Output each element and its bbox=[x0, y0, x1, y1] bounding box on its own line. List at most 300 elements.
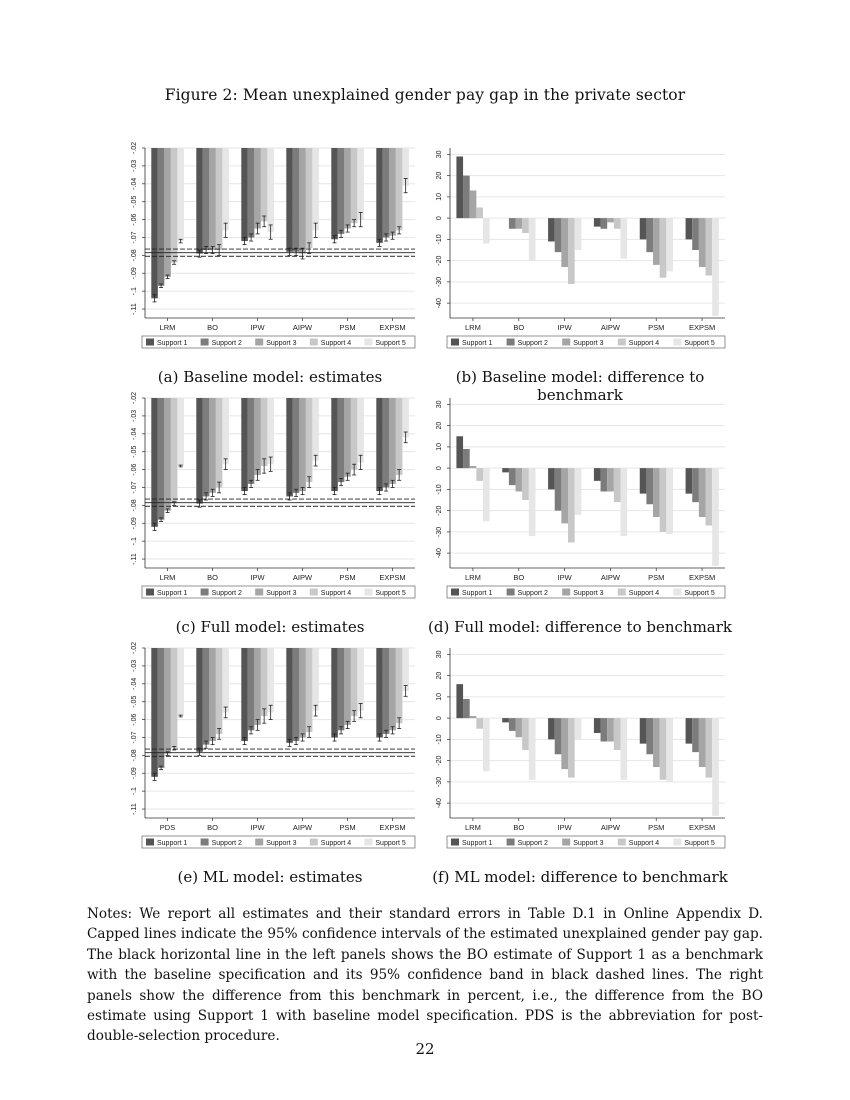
caption-c: (c) Full model: estimates bbox=[175, 618, 365, 636]
y-tick-label: -.03 bbox=[131, 159, 138, 172]
bar-aipw-s2 bbox=[293, 648, 300, 741]
bar-psm-s1 bbox=[331, 148, 338, 239]
y-tick-label: -30 bbox=[436, 526, 443, 537]
caption-a: (a) Baseline model: estimates bbox=[157, 368, 383, 386]
bar-bo-s2 bbox=[203, 648, 210, 745]
bar-aipw-s2 bbox=[293, 148, 300, 252]
bar-ipw-s3 bbox=[254, 398, 261, 475]
bar-bo-s5 bbox=[222, 398, 229, 464]
bar-aipw-s3 bbox=[607, 218, 614, 222]
bar-bo-s3 bbox=[209, 148, 216, 250]
bar-psm-s3 bbox=[653, 218, 660, 265]
x-category-label: PSM bbox=[648, 823, 665, 832]
bar-aipw-s2 bbox=[601, 718, 608, 741]
x-category-label: BO bbox=[207, 573, 218, 582]
bar-ipw-s4 bbox=[568, 218, 575, 284]
bar-expsm-s4 bbox=[396, 148, 403, 230]
bar-psm-s1 bbox=[640, 468, 647, 494]
bar-lrm-s4 bbox=[171, 398, 178, 504]
bar-bo-s4 bbox=[216, 148, 223, 250]
bar-expsm-s5 bbox=[402, 398, 409, 437]
y-tick-label: -.05 bbox=[131, 195, 138, 208]
chart-panel-d bbox=[425, 390, 730, 605]
bar-bo-s4 bbox=[522, 468, 529, 500]
bar-psm-s4 bbox=[351, 148, 358, 223]
bar-lrm-s2 bbox=[463, 176, 470, 219]
y-tick-label: 0 bbox=[436, 716, 443, 721]
legend-swatch bbox=[201, 839, 209, 846]
bar-bo-s3 bbox=[516, 468, 523, 491]
y-tick-label: -.05 bbox=[131, 445, 138, 458]
bar-lrm-s3 bbox=[470, 466, 477, 468]
bar-bo-s4 bbox=[522, 218, 529, 233]
bar-ipw-s5 bbox=[267, 398, 274, 464]
y-tick-label: -.07 bbox=[131, 231, 138, 244]
legend-swatch bbox=[451, 839, 459, 846]
bar-aipw-s1 bbox=[286, 148, 293, 252]
bar-psm-s5 bbox=[357, 648, 364, 711]
legend-label: Support 1 bbox=[157, 840, 188, 847]
bar-aipw-s2 bbox=[601, 218, 608, 229]
x-category-label: PSM bbox=[339, 573, 356, 582]
bar-aipw-s5 bbox=[621, 718, 628, 780]
bar-psm-s4 bbox=[660, 718, 667, 780]
bar-ipw-s2 bbox=[248, 148, 255, 237]
bar-aipw-s5 bbox=[621, 468, 628, 536]
y-tick-label: -10 bbox=[436, 734, 443, 745]
bar-lrm-s3 bbox=[164, 398, 171, 511]
x-category-label: EXPSM bbox=[688, 323, 716, 332]
y-tick-label: -.03 bbox=[131, 659, 138, 672]
bar-bo-s4 bbox=[216, 398, 223, 487]
bar-ipw-s3 bbox=[561, 468, 568, 523]
bar-ipw-s3 bbox=[254, 648, 261, 725]
y-tick-label: -.04 bbox=[131, 677, 138, 690]
y-tick-label: -.11 bbox=[131, 303, 138, 315]
legend-swatch bbox=[255, 839, 263, 846]
bar-ipw-s4 bbox=[568, 468, 575, 542]
bar-lrm-s4 bbox=[476, 718, 483, 729]
legend-swatch bbox=[146, 839, 154, 846]
bar-psm-s3 bbox=[344, 148, 351, 229]
legend-swatch bbox=[507, 339, 515, 346]
y-tick-label: -20 bbox=[436, 505, 443, 516]
bar-expsm-s3 bbox=[699, 218, 706, 267]
x-category-label: EXPSM bbox=[688, 823, 716, 832]
legend-swatch bbox=[673, 589, 681, 596]
bar-aipw-s1 bbox=[286, 398, 293, 496]
legend-label: Support 5 bbox=[375, 840, 406, 847]
y-tick-label: -.04 bbox=[131, 427, 138, 440]
bar-psm-s2 bbox=[646, 718, 653, 754]
legend-label: Support 1 bbox=[462, 340, 493, 347]
legend-swatch bbox=[310, 839, 318, 846]
bar-psm-s3 bbox=[653, 718, 660, 767]
legend-label: Support 5 bbox=[684, 340, 715, 347]
bar-ipw-s2 bbox=[248, 648, 255, 730]
x-category-label: IPW bbox=[250, 823, 265, 832]
legend-swatch bbox=[451, 589, 459, 596]
y-tick-label: -.09 bbox=[131, 267, 138, 280]
legend-swatch bbox=[507, 589, 515, 596]
bar-aipw-s4 bbox=[306, 398, 313, 482]
legend-swatch bbox=[310, 339, 318, 346]
bar-aipw-s4 bbox=[306, 148, 313, 248]
bar-psm-s2 bbox=[646, 218, 653, 252]
bar-expsm-s2 bbox=[692, 468, 699, 502]
bar-lrm-s5 bbox=[483, 218, 490, 244]
bar-pds-s2 bbox=[158, 648, 165, 768]
bar-bo-s1 bbox=[196, 148, 203, 254]
bar-aipw-s2 bbox=[293, 398, 300, 493]
x-category-label: AIPW bbox=[600, 823, 621, 832]
bar-ipw-s2 bbox=[248, 398, 255, 484]
bar-ipw-s1 bbox=[548, 718, 555, 739]
bar-expsm-s3 bbox=[699, 468, 706, 517]
legend-swatch bbox=[618, 339, 626, 346]
x-category-label: EXPSM bbox=[379, 573, 406, 582]
legend-label: Support 2 bbox=[517, 840, 548, 847]
y-tick-label: -40 bbox=[436, 548, 443, 559]
bar-expsm-s3 bbox=[699, 718, 706, 767]
bar-aipw-s5 bbox=[621, 218, 628, 258]
bar-aipw-s4 bbox=[614, 718, 621, 750]
y-tick-label: -.09 bbox=[131, 517, 138, 530]
legend-label: Support 3 bbox=[573, 340, 604, 347]
bar-aipw-s5 bbox=[312, 648, 319, 711]
bar-aipw-s5 bbox=[312, 398, 319, 461]
bar-lrm-s3 bbox=[470, 716, 477, 718]
bar-expsm-s2 bbox=[383, 398, 390, 487]
bar-lrm-s4 bbox=[476, 468, 483, 481]
bar-lrm-s1 bbox=[456, 157, 463, 219]
bar-ipw-s1 bbox=[548, 468, 555, 489]
bar-expsm-s3 bbox=[389, 398, 396, 484]
y-tick-label: 0 bbox=[436, 216, 443, 221]
chart-panel-a bbox=[120, 140, 420, 355]
legend-label: Support 4 bbox=[320, 590, 352, 597]
bar-bo-s2 bbox=[203, 148, 210, 250]
bar-bo-s3 bbox=[209, 648, 216, 741]
bar-pds-s5 bbox=[177, 648, 184, 716]
y-tick-label: -30 bbox=[436, 776, 443, 787]
bar-expsm-s5 bbox=[402, 648, 409, 691]
y-tick-label: 20 bbox=[436, 421, 443, 430]
bar-lrm-s2 bbox=[158, 148, 165, 286]
legend-swatch bbox=[562, 839, 570, 846]
bar-psm-s3 bbox=[344, 648, 351, 725]
bar-psm-s5 bbox=[357, 398, 364, 462]
bar-psm-s2 bbox=[338, 648, 345, 730]
bar-expsm-s1 bbox=[376, 648, 383, 737]
x-category-label: LRM bbox=[159, 323, 176, 332]
bar-aipw-s1 bbox=[286, 648, 293, 743]
bar-lrm-s5 bbox=[483, 468, 490, 521]
x-category-label: PDS bbox=[159, 823, 176, 832]
legend-swatch bbox=[146, 339, 154, 346]
legend-swatch bbox=[507, 839, 515, 846]
y-tick-label: -30 bbox=[436, 276, 443, 287]
bar-lrm-s5 bbox=[177, 398, 184, 466]
x-category-label: IPW bbox=[557, 573, 572, 582]
y-tick-label: 10 bbox=[436, 692, 443, 701]
bar-ipw-s1 bbox=[241, 648, 248, 741]
y-tick-label: 0 bbox=[436, 466, 443, 471]
y-tick-label: -.05 bbox=[131, 695, 138, 708]
bar-bo-s2 bbox=[203, 398, 210, 496]
x-category-label: BO bbox=[513, 823, 525, 832]
y-tick-label: -.04 bbox=[131, 177, 138, 190]
y-tick-label: -.1 bbox=[131, 787, 138, 796]
x-category-label: LRM bbox=[464, 823, 481, 832]
bar-ipw-s5 bbox=[267, 648, 274, 712]
bar-expsm-s4 bbox=[396, 648, 403, 723]
bar-psm-s4 bbox=[351, 648, 358, 716]
bar-lrm-s3 bbox=[164, 148, 171, 277]
caption-d: (d) Full model: difference to benchmark bbox=[428, 618, 732, 636]
bar-expsm-s3 bbox=[389, 148, 396, 236]
bar-ipw-s2 bbox=[555, 718, 562, 754]
y-tick-label: -.02 bbox=[131, 141, 138, 155]
bar-expsm-s5 bbox=[712, 718, 719, 816]
bar-aipw-s1 bbox=[594, 468, 601, 481]
bar-expsm-s2 bbox=[383, 148, 390, 237]
bar-bo-s4 bbox=[522, 718, 529, 750]
y-tick-label: -.11 bbox=[131, 803, 138, 815]
legend-label: Support 2 bbox=[517, 590, 548, 597]
x-category-label: IPW bbox=[250, 323, 265, 332]
chart-panel-b bbox=[425, 140, 730, 355]
x-category-label: BO bbox=[207, 323, 218, 332]
bar-bo-s3 bbox=[516, 218, 523, 229]
legend-label: Support 3 bbox=[266, 340, 297, 347]
bar-ipw-s4 bbox=[261, 648, 268, 716]
legend-swatch bbox=[255, 589, 263, 596]
y-tick-label: 20 bbox=[436, 671, 443, 680]
legend-swatch bbox=[562, 589, 570, 596]
bar-expsm-s1 bbox=[376, 398, 383, 491]
legend-label: Support 2 bbox=[211, 840, 242, 847]
legend-swatch bbox=[618, 589, 626, 596]
bar-ipw-s3 bbox=[561, 718, 568, 769]
x-category-label: EXPSM bbox=[379, 323, 406, 332]
figure-notes: Notes: We report all estimates and their standard errors in Table D.1 in Online Appendix D. Capped lines indicate the 95% confidence intervals of the estimated unexplained gender pay gap. The black horizontal line in the left panels shows the BO estimate of Support 1 as a benchmark with the baseline specification and its 95% confidence band in black dashed lines. The right panels show the difference from this benchmark in percent, i.e., the difference from the BO estimate using Support 1 with baseline model specification. PDS is the abbreviation for post-double-selection procedure. bbox=[87, 906, 763, 1045]
bar-aipw-s3 bbox=[299, 148, 306, 254]
bar-ipw-s2 bbox=[555, 468, 562, 511]
bar-bo-s2 bbox=[509, 718, 516, 731]
legend-swatch bbox=[364, 839, 372, 846]
caption-e: (e) ML model: estimates bbox=[177, 868, 363, 886]
bar-psm-s5 bbox=[666, 468, 673, 534]
x-category-label: LRM bbox=[464, 323, 481, 332]
legend-swatch bbox=[255, 339, 263, 346]
legend-swatch bbox=[618, 839, 626, 846]
y-tick-label: -.06 bbox=[131, 713, 138, 726]
legend-swatch bbox=[673, 339, 681, 346]
bar-aipw-s3 bbox=[607, 718, 614, 741]
legend-label: Support 4 bbox=[320, 840, 352, 847]
bar-ipw-s3 bbox=[561, 218, 568, 267]
bar-aipw-s3 bbox=[607, 468, 614, 491]
y-tick-label: -20 bbox=[436, 755, 443, 766]
bar-bo-s3 bbox=[516, 718, 523, 737]
legend-label: Support 4 bbox=[628, 840, 660, 847]
bar-lrm-s1 bbox=[456, 684, 463, 718]
legend-label: Support 3 bbox=[266, 590, 297, 597]
y-tick-label: 10 bbox=[436, 192, 443, 201]
legend-label: Support 4 bbox=[320, 340, 352, 347]
bar-expsm-s4 bbox=[706, 468, 713, 525]
bar-lrm-s1 bbox=[151, 398, 158, 527]
bar-expsm-s2 bbox=[692, 218, 699, 250]
bar-psm-s5 bbox=[666, 218, 673, 271]
bar-bo-s5 bbox=[529, 718, 536, 780]
bar-bo-s2 bbox=[509, 218, 516, 229]
x-category-label: IPW bbox=[557, 323, 572, 332]
x-category-label: IPW bbox=[557, 823, 572, 832]
bar-bo-s4 bbox=[216, 648, 223, 734]
bar-psm-s2 bbox=[338, 148, 345, 234]
x-category-label: BO bbox=[513, 573, 525, 582]
bar-lrm-s2 bbox=[158, 398, 165, 520]
figure-title: Figure 2: Mean unexplained gender pay gap in the private sector bbox=[164, 86, 686, 104]
bar-bo-s1 bbox=[196, 398, 203, 504]
bar-aipw-s1 bbox=[594, 718, 601, 733]
x-category-label: EXPSM bbox=[379, 823, 406, 832]
chart-panel-f bbox=[425, 640, 730, 855]
legend-label: Support 5 bbox=[375, 590, 406, 597]
bar-expsm-s1 bbox=[376, 148, 383, 243]
y-tick-label: -.06 bbox=[131, 213, 138, 226]
y-tick-label: -.08 bbox=[131, 749, 138, 762]
x-category-label: IPW bbox=[250, 573, 265, 582]
bar-bo-s1 bbox=[502, 718, 509, 722]
bar-expsm-s3 bbox=[389, 648, 396, 730]
bar-expsm-s2 bbox=[692, 718, 699, 752]
bar-ipw-s3 bbox=[254, 148, 261, 229]
y-tick-label: -.1 bbox=[131, 287, 138, 296]
y-tick-label: 30 bbox=[436, 400, 443, 409]
bar-bo-s3 bbox=[209, 398, 216, 493]
legend-swatch bbox=[451, 339, 459, 346]
bar-bo-s1 bbox=[502, 468, 509, 472]
bar-psm-s3 bbox=[344, 398, 351, 477]
bar-aipw-s3 bbox=[299, 398, 306, 491]
bar-ipw-s1 bbox=[241, 398, 248, 491]
bar-psm-s2 bbox=[338, 398, 345, 482]
y-tick-label: 20 bbox=[436, 171, 443, 180]
bar-bo-s1 bbox=[196, 648, 203, 752]
bar-psm-s4 bbox=[660, 468, 667, 532]
legend-label: Support 4 bbox=[628, 590, 660, 597]
bar-pds-s1 bbox=[151, 648, 158, 777]
legend-swatch bbox=[364, 339, 372, 346]
x-category-label: PSM bbox=[648, 573, 665, 582]
bar-aipw-s3 bbox=[299, 648, 306, 737]
legend-label: Support 3 bbox=[266, 840, 297, 847]
x-category-label: BO bbox=[513, 323, 525, 332]
legend-label: Support 2 bbox=[517, 340, 548, 347]
bar-expsm-s4 bbox=[706, 718, 713, 778]
bar-expsm-s5 bbox=[712, 218, 719, 316]
x-category-label: AIPW bbox=[292, 823, 313, 832]
x-category-label: PSM bbox=[648, 323, 665, 332]
bar-psm-s4 bbox=[660, 218, 667, 278]
caption-b: (b) Baseline model: difference to benchmark bbox=[455, 368, 705, 404]
y-tick-label: -10 bbox=[436, 484, 443, 495]
bar-aipw-s1 bbox=[594, 218, 601, 227]
bar-pds-s3 bbox=[164, 648, 171, 754]
bar-ipw-s1 bbox=[241, 148, 248, 241]
bar-psm-s5 bbox=[357, 148, 364, 220]
bar-ipw-s5 bbox=[575, 218, 582, 250]
bar-lrm-s5 bbox=[483, 718, 490, 771]
y-tick-label: -.02 bbox=[131, 641, 138, 655]
legend-swatch bbox=[562, 339, 570, 346]
x-category-label: AIPW bbox=[600, 573, 621, 582]
x-category-label: AIPW bbox=[292, 323, 313, 332]
y-tick-label: -.11 bbox=[131, 553, 138, 565]
x-category-label: EXPSM bbox=[688, 573, 716, 582]
legend-label: Support 2 bbox=[211, 590, 242, 597]
page-number: 22 bbox=[415, 1040, 435, 1058]
bar-lrm-s5 bbox=[177, 148, 184, 241]
bar-expsm-s1 bbox=[686, 468, 693, 494]
y-tick-label: -.07 bbox=[131, 481, 138, 494]
legend-label: Support 5 bbox=[375, 340, 406, 347]
bar-bo-s2 bbox=[509, 468, 516, 485]
y-tick-label: 10 bbox=[436, 442, 443, 451]
legend-swatch bbox=[673, 839, 681, 846]
bar-ipw-s4 bbox=[261, 148, 268, 221]
legend-label: Support 5 bbox=[684, 840, 715, 847]
legend-label: Support 2 bbox=[211, 340, 242, 347]
bar-bo-s5 bbox=[529, 218, 536, 261]
legend-label: Support 1 bbox=[157, 590, 188, 597]
bar-expsm-s5 bbox=[712, 468, 719, 566]
bar-aipw-s4 bbox=[614, 218, 621, 229]
y-tick-label: -.02 bbox=[131, 391, 138, 405]
bar-aipw-s4 bbox=[306, 648, 313, 732]
y-tick-label: 30 bbox=[436, 150, 443, 159]
bar-bo-s5 bbox=[529, 468, 536, 536]
bar-psm-s1 bbox=[640, 718, 647, 744]
bar-psm-s1 bbox=[331, 398, 338, 491]
bar-psm-s3 bbox=[653, 468, 660, 517]
x-category-label: PSM bbox=[339, 323, 356, 332]
x-category-label: LRM bbox=[464, 573, 481, 582]
y-tick-label: -40 bbox=[436, 298, 443, 309]
x-category-label: AIPW bbox=[600, 323, 621, 332]
legend-label: Support 1 bbox=[462, 590, 493, 597]
y-tick-label: -.06 bbox=[131, 463, 138, 476]
y-tick-label: -40 bbox=[436, 798, 443, 809]
bar-lrm-s4 bbox=[171, 148, 178, 263]
y-tick-label: -.09 bbox=[131, 767, 138, 780]
bar-pds-s4 bbox=[171, 648, 178, 748]
legend-label: Support 5 bbox=[684, 590, 715, 597]
y-tick-label: -.03 bbox=[131, 409, 138, 422]
chart-panel-e bbox=[120, 640, 420, 855]
bar-expsm-s1 bbox=[686, 218, 693, 239]
bar-lrm-s2 bbox=[463, 449, 470, 468]
bar-psm-s1 bbox=[331, 648, 338, 737]
chart-panel-c bbox=[120, 390, 420, 605]
bar-expsm-s4 bbox=[396, 398, 403, 475]
bar-ipw-s4 bbox=[568, 718, 575, 778]
x-category-label: PSM bbox=[339, 823, 356, 832]
legend-label: Support 3 bbox=[573, 590, 604, 597]
